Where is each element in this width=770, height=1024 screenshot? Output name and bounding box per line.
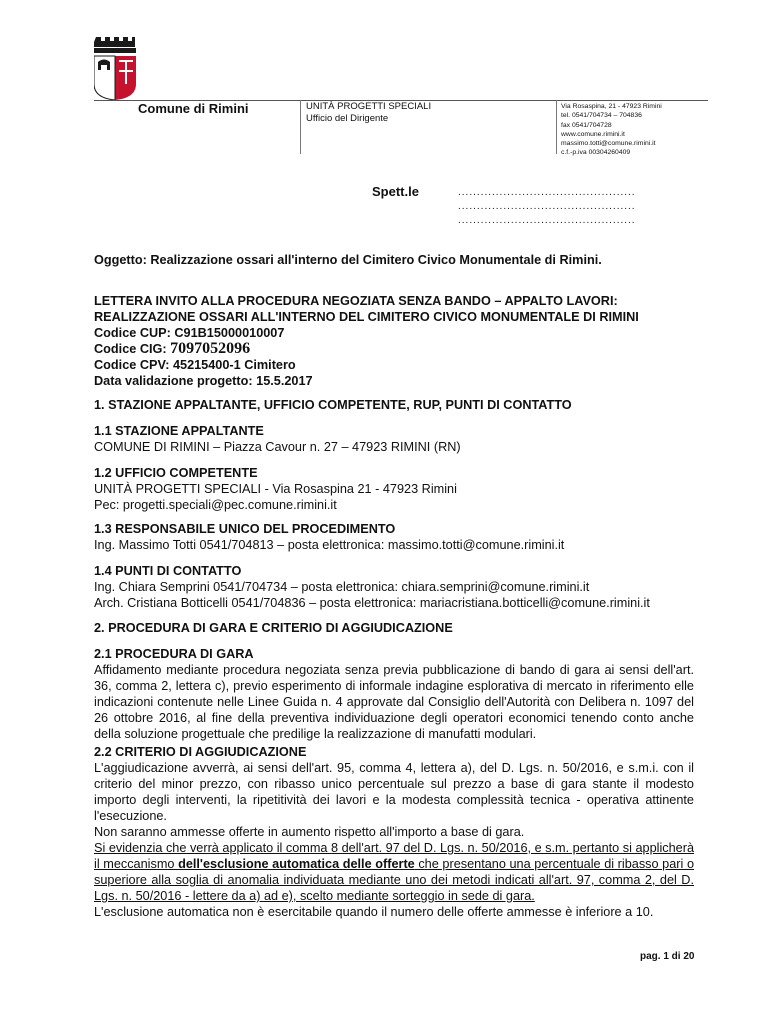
- subsection-text: COMUNE DI RIMINI – Piazza Cavour n. 27 – 47923 RIMINI (RN): [94, 440, 461, 454]
- cig-value: 7097052096: [170, 340, 251, 357]
- subsection-text: Ing. Massimo Totti 0541/704813 – posta elettronica: massimo.totti@comune.rimini.it: [94, 538, 565, 552]
- recipient-label: Spett.le: [372, 184, 419, 199]
- subsection-text: Ing. Chiara Semprini 0541/704734 – posta elettronica: chiara.semprini@comune.rimini.it: [94, 580, 590, 594]
- subsection-heading: 2.2 CRITERIO DI AGGIUDICAZIONE: [94, 745, 307, 759]
- section-1-3: [94, 521, 694, 553]
- subsection-text: Pec: progetti.speciali@pec.comune.rimini.it: [94, 498, 337, 512]
- underlined-bold-text: dell'esclusione automatica delle offerte: [178, 857, 415, 871]
- section-1-4: [94, 563, 694, 611]
- section-2-1: [94, 646, 694, 742]
- subsection-text: UNITÀ PROGETTI SPECIALI - Via Rosaspina 21 - 47923 Rimini: [94, 482, 457, 496]
- comune-name: Comune di Rimini: [138, 101, 249, 116]
- underlined-paragraph: [94, 840, 694, 904]
- subsection-text: Non saranno ammesse offerte in aumento rispetto all'importo a base di gara.: [94, 825, 525, 839]
- title-line: REALIZZAZIONE OSSARI ALL'INTERNO DEL CIMITERO CIVICO MONUMENTALE DI RIMINI: [94, 310, 639, 324]
- codice-cup: Codice CUP: C91B15000010007: [94, 326, 285, 340]
- title-line: LETTERA INVITO ALLA PROCEDURA NEGOZIATA SENZA BANDO – APPALTO LAVORI:: [94, 294, 618, 308]
- dots-line: ...............................................: [458, 215, 636, 226]
- underlined-text: Si evidenzia che verrà applicato il comma 8 dell'art. 97 del D. Lgs. n. 50/2016, e s.m. pertanto si applicherà il meccanismo: [94, 841, 694, 871]
- codice-cig: [94, 341, 694, 357]
- subsection-text: L'aggiudicazione avverrà, ai sensi dell'art. 95, comma 4, lettera a), del D. Lgs. n. 50/2016, e s.m.i. con il criterio del minor prezzo, con ribasso unico percentuale sul prezzo a base di gara stante il modesto importo degli interventi, la ripetitività dei lavori e la modesta complessità tecnica - operativa attinente l'esecuzione.: [94, 761, 694, 823]
- section-1-heading: 1. STAZIONE APPALTANTE, UFFICIO COMPETENTE, RUP, PUNTI DI CONTATTO: [94, 398, 572, 412]
- header-divider: [300, 100, 301, 154]
- subsection-heading: 1.4 PUNTI DI CONTATTO: [94, 564, 242, 578]
- comune-rimini-logo: [94, 34, 136, 100]
- subsection-heading: 1.2 UFFICIO COMPETENTE: [94, 466, 258, 480]
- subsection-heading: 1.1 STAZIONE APPALTANTE: [94, 424, 264, 438]
- subsection-text: L'esclusione automatica non è esercitabile quando il numero delle offerte ammesse è inferiore a 10.: [94, 905, 654, 919]
- data-validazione: Data validazione progetto: 15.5.2017: [94, 374, 313, 388]
- address-line: tel. 0541/704734 – 704836: [561, 112, 642, 120]
- address-block: [561, 102, 662, 158]
- section-2-2: [94, 744, 694, 920]
- section-1-1: [94, 423, 694, 455]
- address-line: www.comune.rimini.it: [561, 130, 625, 138]
- subsection-heading: 1.3 RESPONSABILE UNICO DEL PROCEDIMENTO: [94, 522, 396, 536]
- ufficio-name: Ufficio del Dirigente: [306, 113, 389, 124]
- page-number: pag. 1 di 20: [640, 951, 695, 962]
- underlined-text: che presentano una percentuale di ribasso pari o superiore alla soglia di anomalia individuata mediante uno dei metodi indicati all'art. 97, comma 2, del D. Lgs. n. 50/2016 - lettere da a) ad e), scelto mediante sorteggio in sede di gara.: [94, 857, 695, 903]
- address-line: Via Rosaspina, 21 - 47923 Rimini: [561, 103, 662, 110]
- codice-cpv: Codice CPV: 45215400-1 Cimitero: [94, 358, 296, 372]
- subsection-text: Affidamento mediante procedura negoziata senza previa pubblicazione di bando di gara ai sensi dell'art. 36, comma 2, lettera c), previo esperimento di informale indagine esplorativa di mercato in riferimento elle indicazioni contenute nelle Linee Guida n. 4 approvate dal Consiglio dell'Autorità con Delibera n. 1097 del 26 ottobre 2016, al fine della preventiva individuazione degli operatori economici tenendo conto anche della soluzione progettuale che predilige la realizzazione di manufatti modulari.: [94, 663, 694, 741]
- title-block: [94, 293, 694, 389]
- section-1-2: [94, 465, 694, 513]
- unita-block: [306, 101, 431, 125]
- header-divider: [556, 100, 557, 154]
- dots-line: ...............................................: [458, 201, 636, 212]
- address-line: c.f.-p.iva 00304260409: [561, 149, 631, 157]
- address-line: fax 0541/704728: [561, 121, 612, 129]
- subsection-heading: 2.1 PROCEDURA DI GARA: [94, 647, 254, 661]
- oggetto: Oggetto: Realizzazione ossari all'interno del Cimitero Civico Monumentale di Rimini.: [94, 253, 602, 267]
- address-line: massimo.totti@comune.rimini.it: [561, 140, 656, 148]
- section-2-heading: 2. PROCEDURA DI GARA E CRITERIO DI AGGIUDICAZIONE: [94, 621, 453, 635]
- subsection-text: Arch. Cristiana Botticelli 0541/704836 – posta elettronica: mariacristiana.botticelli@comune.rimini.it: [94, 596, 650, 610]
- cig-label: Codice CIG:: [94, 342, 171, 356]
- unita-name: UNITÀ PROGETTI SPECIALI: [306, 101, 432, 112]
- recipient-dots: [458, 186, 636, 228]
- dots-line: ...............................................: [458, 187, 636, 198]
